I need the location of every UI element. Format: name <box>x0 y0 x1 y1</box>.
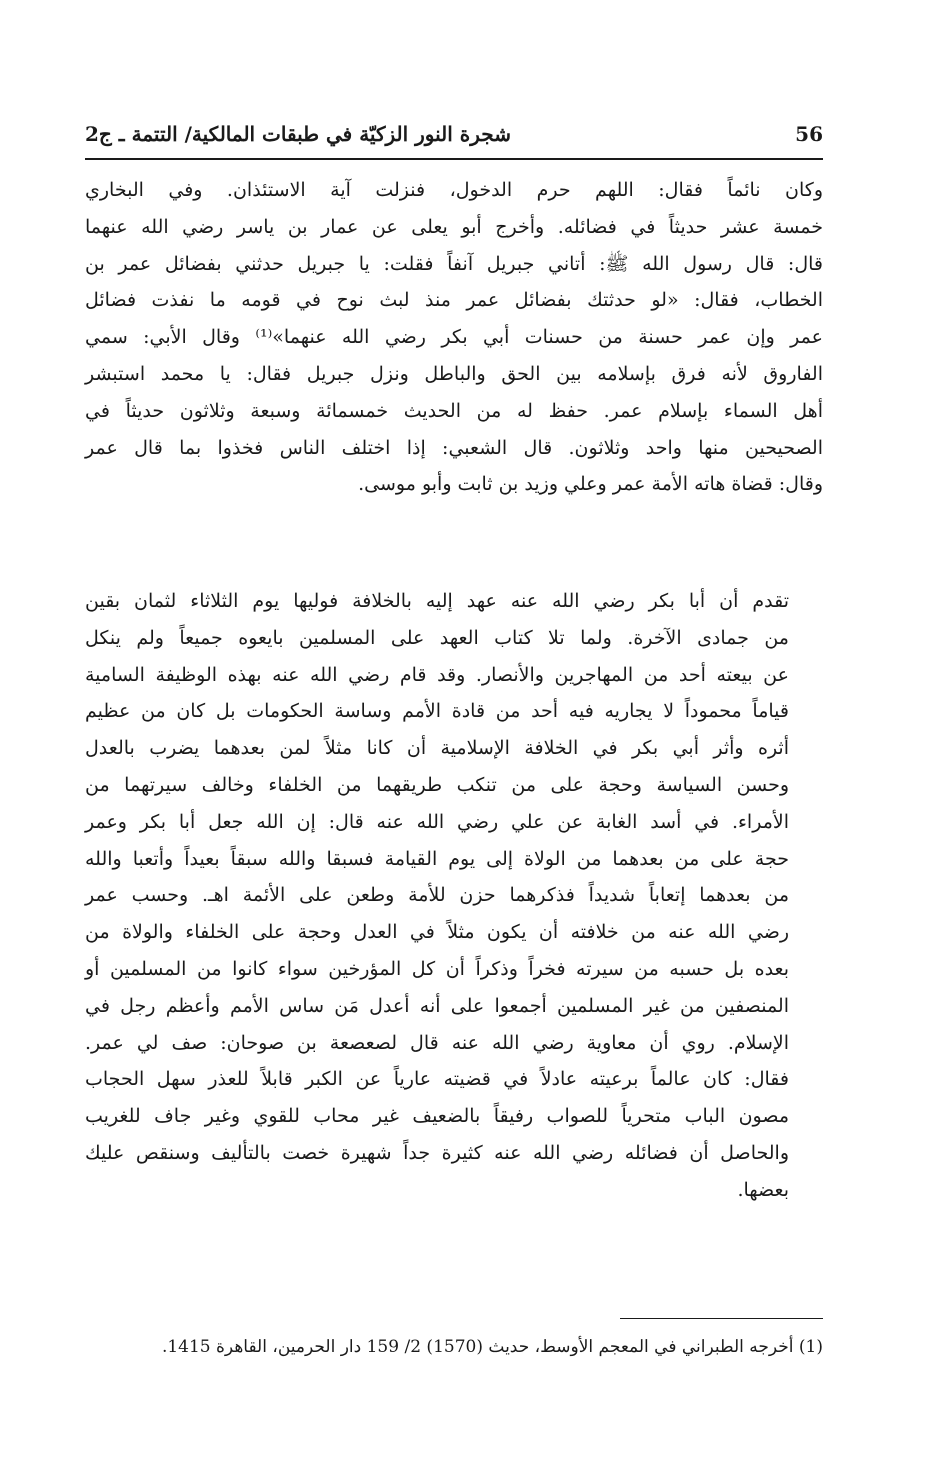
text-line: الخطاب، فقال: «لو حدثتك بفضائل عمر منذ لبث نوح في قومه ما نفذت فضائل <box>85 289 823 312</box>
text-line: رضي الله عنه من خلافته أن يكون مثلاً في العدل وحجة على الخلفاء والولاة من <box>85 921 789 944</box>
text-line: وحسن السياسة وحجة على من تنكب طريقهما من الخلفاء وخالف سيرتهما من <box>85 773 789 796</box>
text-line: بعده بل حسبه من سيرته فخراً وذكراً أن كل المؤرخين سواء كانوا من المسلمين أو <box>85 957 789 980</box>
text-line: أهل السماء بإسلام عمر. حفظ له من الحديث خمسمائة وسبعة وثلاثون حديثاً في <box>85 399 823 422</box>
text-line: والحاصل أن فضائله رضي الله عنه كثيرة جداً شهيرة خصت بالتأليف وسنقص عليك <box>85 1141 789 1164</box>
text-line: عمر وإن عمر حسنة من حسنات أبي بكر رضي الله عنهما»⁽¹⁾ وقال الأبي: سمي <box>85 326 823 349</box>
text-line: أثره وأثر أبي بكر في الخلافة الإسلامية أن كانا مثلاً لمن بعدهما يضرب بالعدل <box>85 737 789 760</box>
text-line: الإسلام. روي أن معاوية رضي الله عنه قال لصعصعة بن صوحان: صف لي عمر. <box>85 1031 789 1054</box>
paragraph-2 <box>85 583 823 1209</box>
text-line: المنصفين من غير المسلمين أجمعوا على أنه أعدل مَن ساس الأمم وأعظم رجل في <box>85 994 789 1017</box>
text-line: الأمراء. في أسد الغابة عن علي رضي الله عنه قال: إن الله جعل أبا بكر وعمر <box>85 810 789 833</box>
text-line: مصون الباب متحرياً للصواب رفيقاً بالضعيف غير محاب للقوي وغير جاف للغريب <box>85 1105 789 1128</box>
text-line: بعضها. <box>737 1178 789 1201</box>
text-line: حجة على من بعدهما من الولاة إلى يوم القيامة فسبقا والله سبقاً بعيداً وأتعبا والله <box>85 847 789 870</box>
text-line: وقال: قضاة هاته الأمة عمر وعلي وزيد بن ثابت وأبو موسى. <box>358 473 823 496</box>
text-line: من جمادى الآخرة. ولما تلا كتاب العهد على المسلمين بايعوه جميعاً ولم ينكل <box>85 626 789 649</box>
text-line: تقدم أن أبا بكر رضي الله عنه عهد إليه بالخلافة فوليها يوم الثلاثاء لثمان بقين <box>85 590 789 612</box>
text-line: قياماً محموداً لا يجاريه فيه أحد من قادة الأمم وساسة الحكومات بل كان من عظيم <box>85 700 789 723</box>
text-line: فقال: كان عالماً برعيته عادلاً في قضيته عارياً عن الكبر قابلاً للعذر سهل الحجاب <box>85 1068 789 1091</box>
footnote: (1) أخرجه الطبراني في المعجم الأوسط، حديث (1570) 2/ 159 دار الحرمين، القاهرة 1415. <box>161 1337 823 1357</box>
text-line: عن بيعته أحد من المهاجرين والأنصار. وقد قام رضي الله عنه بهذه الوظيفة السامية <box>85 663 789 686</box>
footnote-divider <box>620 1318 823 1319</box>
text-line: من بعدهما إتعاباً شديداً فذكرهما حزن للأمة وطعن على الأئمة اهـ. وحسب عمر <box>85 884 789 907</box>
text-line: الصحيحين منها واحد وثلاثون. قال الشعبي: إذا اختلف الناس فخذوا بما قال عمر <box>85 436 823 459</box>
running-title: شجرة النور الزكيّة في طبقات المالكية/ التتمة ـ ج2 <box>85 122 511 146</box>
text-line: قال: قال رسول الله ﷺ: أتاني جبريل آنفاً فقلت: يا جبريل حدثني بفضائل عمر بن <box>85 252 823 275</box>
text-line: خمسة عشر حديثاً في فضائله. وأخرج أبو يعلى عن عمار بن ياسر رضي الله عنهما <box>85 215 823 238</box>
page-number: 56 <box>795 122 823 146</box>
page-header <box>85 118 823 160</box>
paragraph-1 <box>85 172 823 503</box>
text-line: الفاروق لأنه فرق بإسلامه بين الحق والباطل ونزل جبريل فقال: يا محمد استبشر <box>85 362 823 385</box>
text-line: وكان نائماً فقال: اللهم حرم الدخول، فنزلت آية الاستئذان. وفي البخاري <box>85 179 823 201</box>
